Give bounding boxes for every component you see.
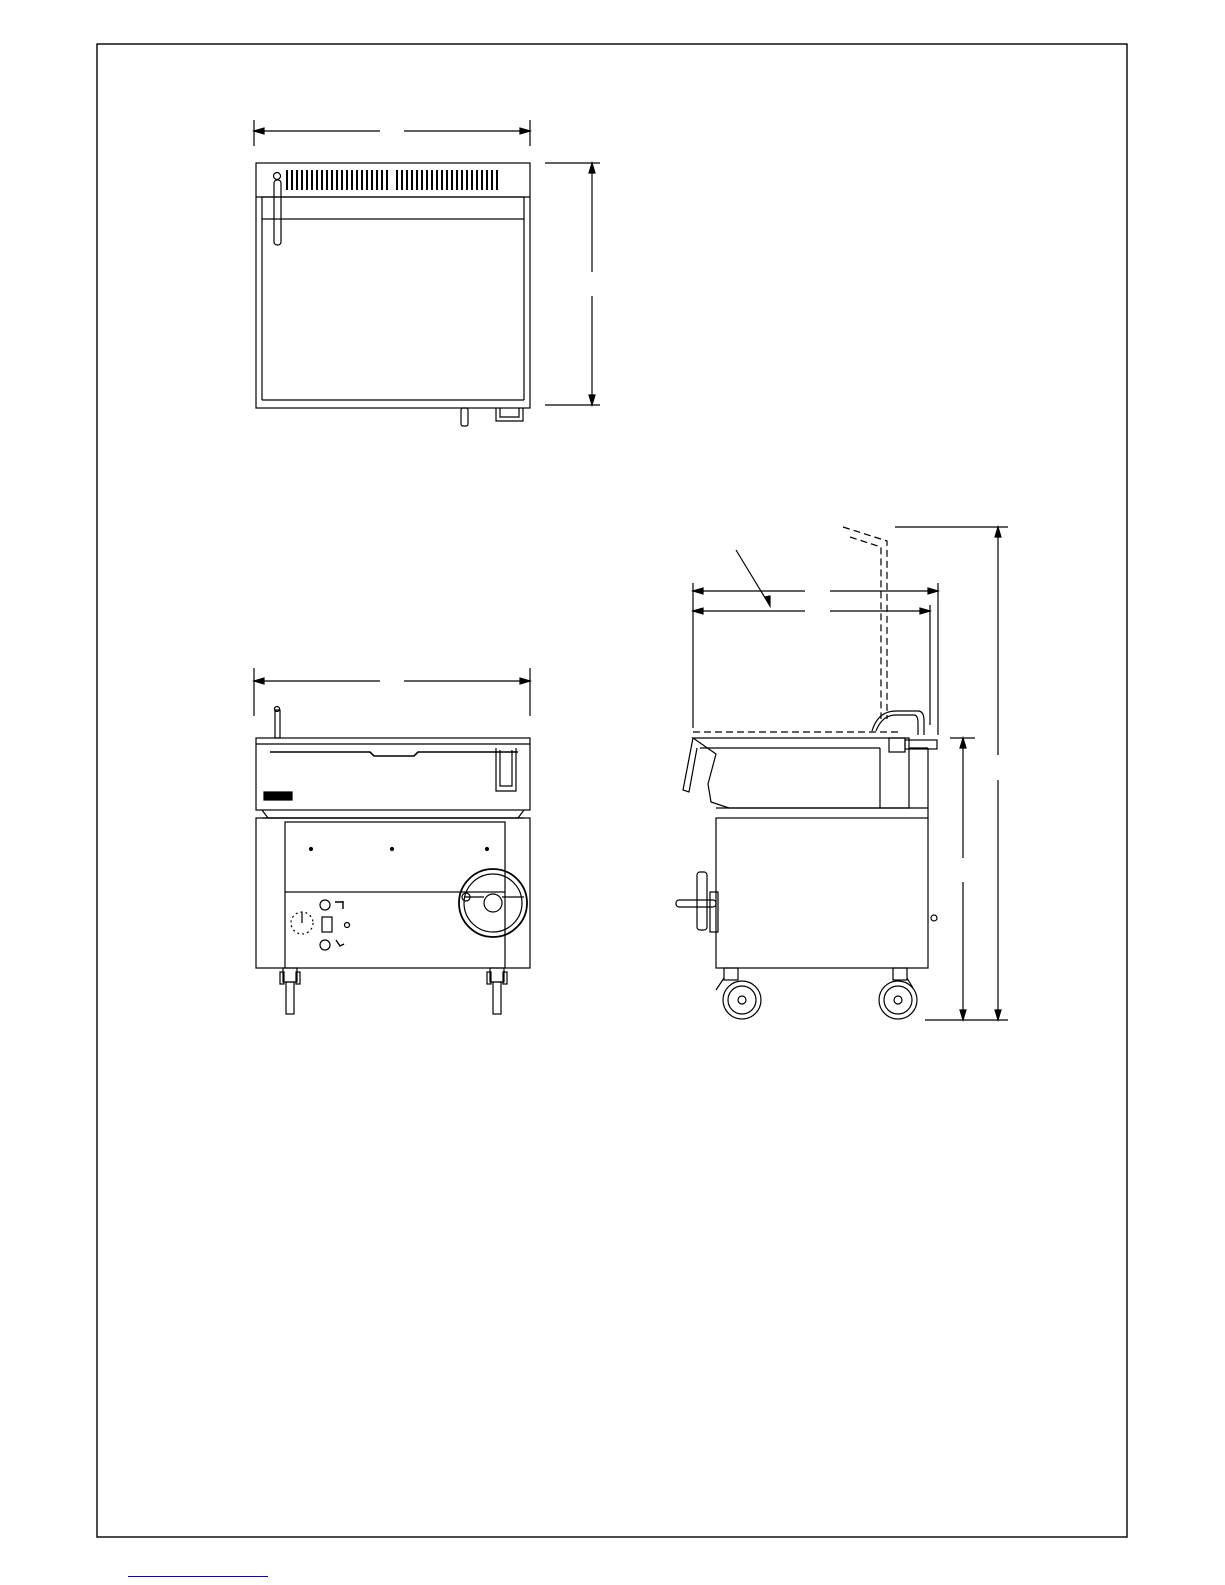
side-height-dimension-work bbox=[950, 738, 975, 1020]
water-valve-knob bbox=[320, 900, 330, 910]
cabinet-side bbox=[716, 818, 928, 968]
top-body-outline bbox=[256, 163, 530, 408]
front-view bbox=[254, 668, 530, 1014]
drain-icon bbox=[336, 940, 344, 946]
top-depth-dimension bbox=[545, 163, 600, 405]
faucet-rod bbox=[275, 710, 280, 738]
side-depth-dimension-inner bbox=[693, 605, 930, 725]
hand-wheel-front bbox=[459, 869, 527, 937]
footer-link-underline[interactable] bbox=[128, 1576, 268, 1577]
drain-valve-knob bbox=[320, 940, 330, 950]
top-view bbox=[254, 120, 600, 426]
side-height-dimension-tilted bbox=[895, 527, 1008, 1020]
sheet-border bbox=[97, 44, 1127, 1537]
water-tap-icon bbox=[335, 901, 343, 909]
pan-body bbox=[256, 738, 530, 810]
caster-side-right bbox=[879, 968, 917, 1019]
control-panel bbox=[291, 900, 350, 950]
caster-side-left bbox=[716, 968, 761, 1019]
indicator-lamp bbox=[345, 923, 350, 928]
brand-badge bbox=[264, 792, 292, 800]
hand-wheel-side bbox=[676, 872, 718, 932]
top-width-dimension bbox=[254, 120, 530, 146]
front-width-dimension bbox=[254, 668, 530, 716]
cabinet bbox=[256, 818, 530, 968]
lid-open-position bbox=[693, 527, 900, 732]
side-depth-dimension-outer bbox=[693, 583, 938, 735]
caster-right bbox=[487, 968, 507, 1014]
side-view bbox=[676, 527, 1008, 1020]
ventilation-grille bbox=[287, 170, 497, 190]
drain-pipe bbox=[461, 408, 468, 426]
tilt-handle-top bbox=[496, 408, 523, 421]
caster-left bbox=[262, 968, 300, 1014]
tilt-handle-front bbox=[496, 748, 516, 791]
power-switch bbox=[322, 917, 332, 932]
faucet bbox=[274, 173, 282, 246]
